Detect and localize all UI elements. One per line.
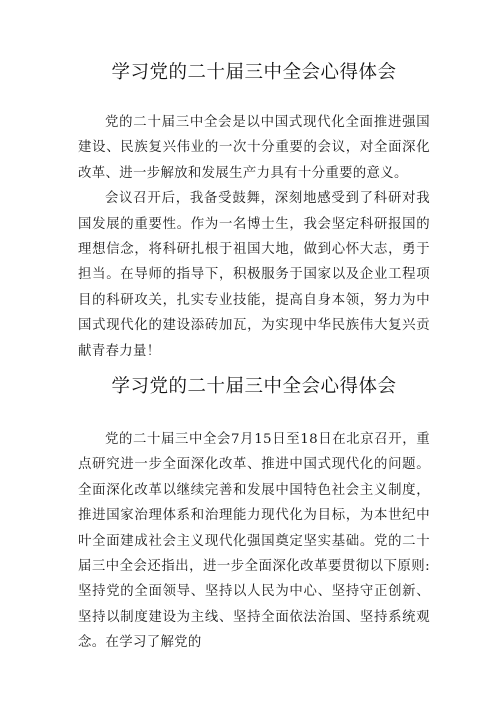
article-paragraph: 党的二十届三中全会7月15日至18日在北京召开，重点研究进一步全面深化改革、推进中国式现代化的问题。全面深化改革以继续完善和发展中国特色社会主义制度，推进国家治理体系和治理能力现代化为目标，为本世纪中叶全面建成社会主义现代化强国奠定坚实基础。党的二十届三中全会还指出，进一步全面深化改革要贯彻以下原则:坚持党的全面领导、坚持以人民为中心、坚持守正创新、坚持以制度建设为主线、坚持全面依法治国、坚持系统观念。在学习了解党的 (78, 432, 430, 651)
article-section-1 (78, 60, 430, 364)
article-title: 学习党的二十届三中全会心得体会 (111, 376, 397, 397)
article-paragraph: 会议召开后，我备受鼓舞，深刻地感受到了科研对我国发展的重要性。作为一名博士生，我会坚定科研报国的理想信念，将科研扎根于祖国大地，做到心怀大志，勇于担当。在导师的指导下，积极服务于国家以及企业工程项目的科研攻关，扎实专业技能，提高自身本领，努力为中国式现代化的建设添砖加瓦，为实现中华民族伟大复兴贡献青春力量！ (78, 191, 430, 359)
article-paragraph: 党的二十届三中全会是以中国式现代化全面推进强国建设、民族复兴伟业的一次十分重要的会议，对全面深化改革、进一步解放和发展生产力具有十分重要的意义。 (78, 115, 430, 181)
article-section-2 (78, 374, 430, 656)
article-title: 学习党的二十届三中全会心得体会 (111, 62, 397, 83)
